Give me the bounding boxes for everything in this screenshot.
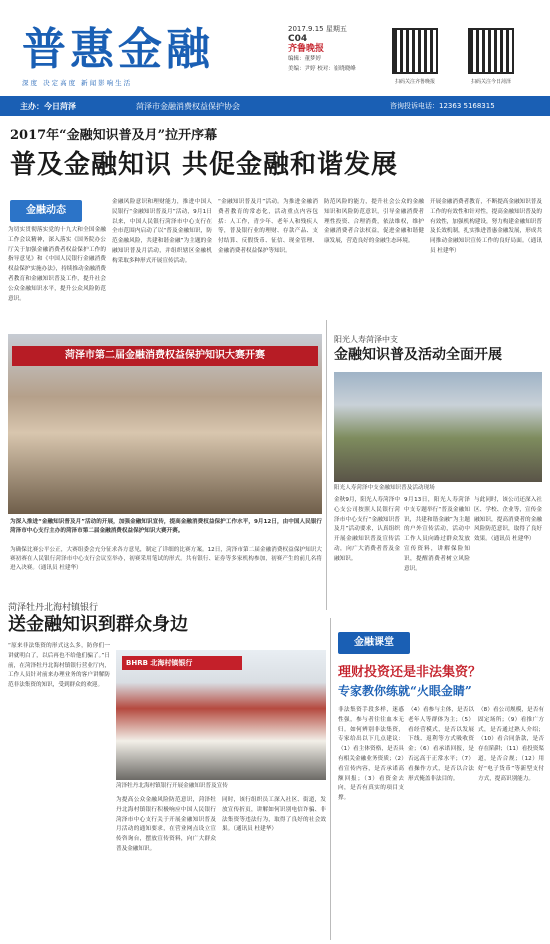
sponsor-bar bbox=[0, 96, 550, 116]
story3-column: “原来非法集资的形式这么多，防你们一讲就明白了，以后再也不给他们骗了。”日前，在菏泽牡丹北海村镇银行营业厅内，工作人员针对前来办理业务的客户讲解防范非法集资的知识，受到群众的欢迎。 bbox=[8, 643, 110, 689]
story3-headline: 送金融知识到群众身边 bbox=[8, 614, 188, 635]
story3-column: 为提高公众金融风险防范意识，菏泽牡丹北海村镇银行积极响应中国人民银行菏泽市中心支行关于开展金融知识普及月活动的通知要求，在营业网点设立宣传咨询台，摆放宣传资料，向广大群众普及金融知识。 bbox=[116, 797, 216, 852]
lead-column: 防范风险的能力，提升社会公众的金融知识和风险防范意识，引导金融消费者理性投资、合理消费，依法维权，维护金融消费者合法权益，促进金融和谐健康发展，营造良好的金融生态环境。 bbox=[324, 199, 424, 245]
qr-code-icon[interactable] bbox=[468, 28, 514, 74]
paper-title: 普惠金融 bbox=[22, 26, 214, 74]
lead-kicker: 2017年“金融知识普及月”拉开序幕 bbox=[10, 128, 218, 143]
paper-name: 齐鲁晚报 bbox=[288, 44, 325, 54]
qr-code-icon[interactable] bbox=[392, 28, 438, 74]
story3-column: 同时，该行组织员工深入社区、街道，发放宣传折页，讲解如何识别电信诈骗、非法集资等违法行为，取得了良好的社会效果。（通讯员 杜建华） bbox=[222, 797, 326, 833]
lead-column: 为切实贯彻落实党的十九大和全国金融工作会议精神，深入落实《国务院办公厅关于加强金融消费者权益保护工作的指导意见》和《中国人民银行金融消费权益保护实施办法》，持续推动金融消费者教育和金融知识普及工作，提升社会公众金融知识水平，提升公众风险防范意识。 bbox=[8, 227, 106, 302]
sunshine-insurance-photo bbox=[334, 372, 542, 482]
cohost-label: 菏泽市金融消费权益保护协会 bbox=[136, 102, 240, 111]
story2-column: 与此同时，该公司还深入社区、学校、企业等，宣传金融知识，提高消费者的金融风险防范意识，取得了良好效果。（通讯员 杜建华） bbox=[474, 497, 542, 543]
editor: 编辑：董梦婷 bbox=[288, 56, 322, 62]
story3-kicker: 菏泽牡丹北海村镇银行 bbox=[8, 603, 99, 613]
lead-column: 开展金融消费者教育，不断提高金融知识普及工作的有效性和针对性，提高金融知识普及的有效性，加强机构建设，努力构建金融知识普及长效机制，扎实推进普惠金融发展，形成共同推动金融知识宣传工作的良好局面。（通讯员 杜建华） bbox=[430, 199, 542, 254]
contest-body: 为确保比赛公平公正，大赛组委会充分征求各方意见，制定了详细的比赛方案。12日，菏泽市第二届金融消费权益保护知识大赛初赛在人民银行菏泽市中心支行会议室举办，初赛采用笔试的形式。共有银行、证券等多家机构参加，初赛产生的前几名将进入决赛。（通讯员 杜建华） bbox=[10, 547, 322, 571]
divider bbox=[330, 618, 331, 940]
story2-column: 金秋9月，阳光人寿菏泽中心支公司按照人民银行菏泽市中心支行“金融知识普及月”活动要求，认真组织开展金融知识普及宣传活动，向广大消费者普及金融知识。 bbox=[334, 497, 400, 562]
contest-banner: 菏泽市第二届金融消费权益保护知识大赛开赛 bbox=[12, 346, 318, 366]
host-label: 主办：今日菏泽 bbox=[20, 102, 76, 111]
divider bbox=[326, 320, 327, 610]
story3-photo-caption: 菏泽牡丹北海村镇银行开展金融知识普及宣传 bbox=[116, 783, 228, 789]
lead-headline: 普及金融知识 共促金融和谐发展 bbox=[10, 150, 399, 180]
page-number: C04 bbox=[288, 34, 308, 44]
story2-headline: 金融知识普及活动全面开展 bbox=[334, 347, 502, 363]
paper-subtitle: 深度 决定高度 新闻影响生活 bbox=[22, 79, 133, 87]
masthead bbox=[0, 0, 550, 100]
story4-column: （8）看公司规模，是否有固定场所；（9）看推广方式，是否通过熟人介绍；（10）看合同条款，是否存在陷阱；（11）看投资渠道，是否合规；（12）用好“电子货币”等新型支付方式，提高识别能力。 bbox=[478, 707, 544, 782]
contact-label: 咨询投诉电话：12363 5168315 bbox=[390, 102, 495, 110]
story2-column: 9月13日，阳光人寿菏泽中支专题举行“普及金融知识，共建和谐金融”为主题的户外宣传活动，活动中工作人员向路过群众发放宣传资料，讲解保险知识，提醒消费者树立风险意识。 bbox=[404, 497, 470, 572]
designer: 美编：尹婷 校对：崔晓晓峰 bbox=[288, 66, 356, 72]
story4-headline-2: 专家教你练就“火眼金睛” bbox=[338, 684, 472, 698]
story4-column: 非法集资手段多样，迷惑性强，参与者往往血本无归。如何辨别非法集资，专家给出以下几点建议：（1）看主体资格，是否具有相关金融业务资质；（2）看宣传内容，是否承诺高额回报；（3）看资金去向，是否有真实的项目支撑。 bbox=[338, 707, 404, 802]
story4-headline-1: 理财投资还是非法集资？ bbox=[338, 665, 482, 680]
section-tag-finance-class: 金融课堂 bbox=[338, 632, 410, 654]
issue-date: 2017.9.15 星期五 bbox=[288, 25, 347, 33]
contest-caption: 为深入推进“金融知识普及月”活动的开展，加强金融知识宣传，提高金融消费权益保护工作水平，9月12日，由中国人民银行菏泽市中心支行主办的菏泽市第二届金融消费权益保护知识大赛开赛。 bbox=[10, 519, 322, 534]
story2-photo-caption: 阳光人寿菏泽中支金融知识普及活动现场 bbox=[334, 485, 435, 491]
qr-label: 扫码关注今日菏泽 bbox=[470, 79, 511, 85]
qr-label: 扫码关注齐鲁晚报 bbox=[394, 79, 435, 85]
bank-sign: BHRB 北海村镇银行 bbox=[122, 656, 242, 670]
issue-meta bbox=[288, 24, 368, 74]
lead-column: “金融知识普及月”活动。为推进金融消费者教育的常态化，活动重点内容包括：人工作，青少年、老年人和残疾人等，普及银行业的理财、存款产品、支付结算、反假货币、征信、现金管理、金融消费者权益保护等知识。 bbox=[218, 199, 318, 254]
story4-column: （4）看参与主体，是否以老年人等群体为主；（5）看经营模式，是否以发展下线、返利等方式吸收资金；（6）看承诺回报，是否远高于正常水平；（7）看操作方式，是否以合法形式掩盖非法目的。 bbox=[408, 707, 474, 782]
bank-photo bbox=[116, 650, 326, 780]
section-tag-finance-news: 金融动态 bbox=[10, 200, 82, 222]
contest-photo bbox=[8, 334, 322, 514]
lead-column: 金融风险意识和理财能力，推进中国人民银行“金融知识普及月”活动，9月1日以来，中国人民银行菏泽市中心支行在全市范围内启动了以“普及金融知识，防范金融风险，共建和谐金融”为主题的金融知识普及月活动，并组织辖区金融机构采取多种形式开展宣传活动。 bbox=[112, 199, 212, 264]
story2-kicker: 阳光人寿菏泽中支 bbox=[334, 335, 398, 344]
